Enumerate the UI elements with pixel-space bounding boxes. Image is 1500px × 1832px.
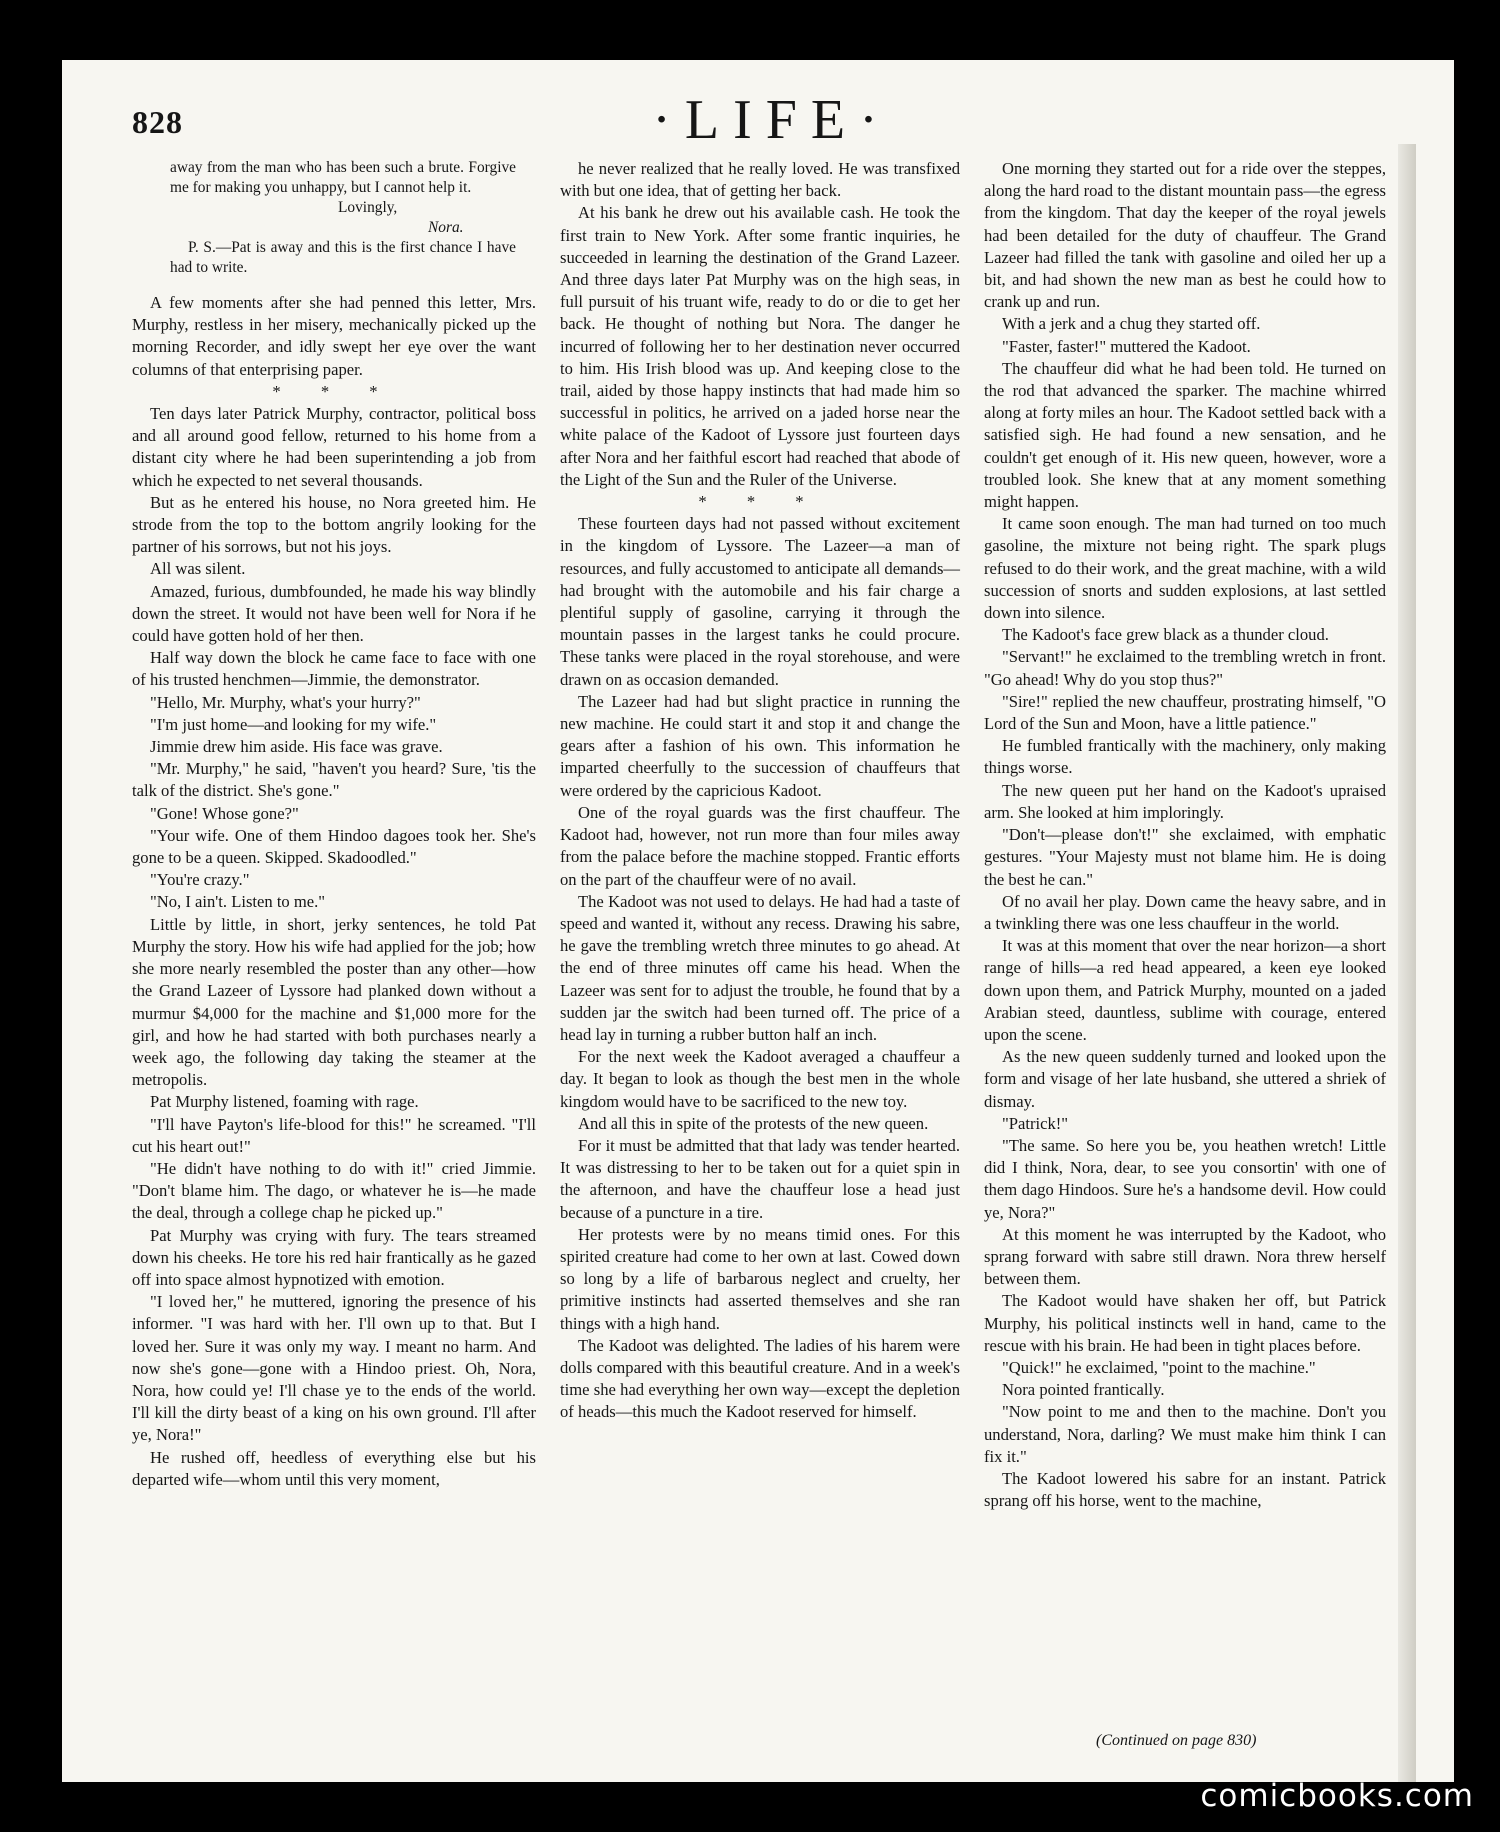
- paragraph: He fumbled frantically with the machinery, only making things worse.: [984, 736, 1386, 778]
- paragraph: "I'll have Payton's life-blood for this!" he screamed. "I'll cut his heart out!": [132, 1114, 536, 1156]
- paragraph: "I'm just home—and looking for my wife.": [150, 714, 437, 734]
- paragraph: Little by little, in short, jerky sentences, he told Pat Murphy the story. How his wife had applied for the job; how she more nearly resembled the poster than any other—how the Grand Lazeer of Lyssore had planked down without a murmur $4,000 for the machine and $1,000 more for the girl, and how he had started with both purchases nearly a week ago, the following day taking the steamer at the metropolis.: [132, 914, 536, 1090]
- paragraph: "Patrick!": [1002, 1113, 1069, 1133]
- paragraph: As the new queen suddenly turned and looked upon the form and visage of her late husband, she uttered a shriek of dismay.: [984, 1047, 1386, 1111]
- magazine-page: [62, 60, 1454, 1782]
- paragraph: he never realized that he really loved. He was transfixed with but one idea, that of getting her back.: [560, 159, 960, 201]
- paragraph: "Mr. Murphy," he said, "haven't you heard? Sure, 'tis the talk of the district. She's gone.": [132, 759, 536, 801]
- paragraph: And all this in spite of the protests of the new queen.: [578, 1113, 929, 1133]
- paragraph: Nora pointed frantically.: [1002, 1380, 1165, 1400]
- section-break: * * *: [698, 492, 822, 512]
- paragraph: A few moments after she had penned this letter, Mrs. Murphy, restless in her misery, mechanically picked up the morning Recorder, and idly swept her eye over the want columns of that enterprising paper.: [132, 293, 536, 379]
- letter-text: away from the man who has been such a brute. Forgive me for making you unhappy, but I cannot help it.: [170, 159, 516, 196]
- paragraph: "Faster, faster!" muttered the Kadoot.: [1002, 336, 1251, 356]
- paragraph: All was silent.: [150, 559, 246, 579]
- column-3-body: [984, 158, 1386, 1512]
- column-1-body: [132, 292, 536, 1491]
- letter-signature: Nora.: [428, 219, 464, 236]
- paragraph: One morning they started out for a ride over the steppes, along the hard road to the distant mountain pass—the egress from the kingdom. That day the keeper of the royal jewels had been detailed for the duty of chauffeur. The Grand Lazeer had filled the tank with gasoline and oiled her up a bit, and had shown the new man as best he could how to crank up and run.: [984, 159, 1386, 312]
- paragraph: "Sire!" replied the new chauffeur, prostrating himself, "O Lord of the Sun and Moon, have a little patience.": [984, 691, 1386, 734]
- paragraph: "No, I ain't. Listen to me.": [150, 892, 326, 912]
- paragraph: Pat Murphy was crying with fury. The tears streamed down his cheeks. He tore his red hair frantically as he gazed off into space almost hypnotized with emotion.: [132, 1225, 536, 1289]
- paragraph: At his bank he drew out his available cash. He took the first train to New York. After some frantic inquiries, he succeeded in learning the destination of the Grand Lazeer. And three days later Pat Murphy was on the high seas, in full pursuit of his truant wife, ready to do or die to get her back. He thought of nothing but Nora. The danger he incurred of following her to her destination never occurred to him. His Irish blood was up. And keeping close to the trail, aided by those happy instincts that had made him so successful in politics, he arrived on a jaded horse near the white palace of the Kadoot of Lyssore just fourteen days after Nora and her faithful escort had reached that abode of the Light of the Sun and the Ruler of the Universe.: [560, 203, 960, 489]
- paragraph: But as he entered his house, no Nora greeted him. He strode from the top to the bottom angrily looking for the partner of his sorrows, but not his joys.: [132, 492, 536, 557]
- letter-closing: Lovingly,: [338, 199, 398, 216]
- paragraph: "You're crazy.": [150, 870, 250, 890]
- masthead-title: ·LIFE·: [652, 89, 892, 151]
- paragraph: "Don't—please don't!" she exclaimed, with emphatic gestures. "Your Majesty must not blame him. He is doing the best he can.": [984, 825, 1386, 889]
- paragraph: It came soon enough. The man had turned on too much gasoline, the mixture not being right. The spark plugs refused to do their work, and the great machine, with a wild succession of snorts and sudden explosions, at last settled down into silence.: [984, 514, 1386, 623]
- paragraph: These fourteen days had not passed without excitement in the kingdom of Lyssore. The Lazeer—a man of resources, and fully accustomed to anticipate all demands—had brought with the automobile and his fair charge a plentiful supply of gasoline, carrying it through the mountain passes in the largest tanks he could procure. These tanks were placed in the royal storehouse, and were drawn on as occasion demanded.: [560, 514, 960, 689]
- paragraph: Amazed, furious, dumbfounded, he made his way blindly down the street. It would not have been well for Nora if he could have gotten hold of her then.: [132, 581, 536, 646]
- column-3: [984, 158, 1386, 1512]
- page-number: 828: [132, 104, 183, 140]
- column-1: [132, 158, 536, 1491]
- page-edge-shadow: [1398, 144, 1416, 1782]
- watermark: comicbooks.com: [1200, 1778, 1474, 1814]
- letter-postscript: P. S.—Pat is away and this is the first chance I have had to write.: [170, 239, 516, 276]
- paragraph: The Lazeer had had but slight practice in running the new machine. He could start it and stop it and change the gears after a fashion of his own. This information he imparted cheerfully to the succession of chauffeurs that were ordered by the capricious Kadoot.: [560, 691, 960, 800]
- paragraph: It was at this moment that over the near horizon—a short range of hills—a red head appeared, a keen eye looked down upon them, and Patrick Murphy, mounted on a jaded Arabian steed, dauntless, sublime with courage, entered upon the scene.: [984, 936, 1386, 1044]
- paragraph: "Now point to me and then to the machine. Don't you understand, Nora, darling? We must make him think I can fix it.": [984, 1402, 1386, 1466]
- paragraph: "The same. So here you be, you heathen wretch! Little did I think, Nora, dear, to see you consortin' with one of them dago Hindoos. Sure he's a handsome devil. How could ye, Nora?": [984, 1135, 1386, 1222]
- paragraph: The Kadoot was delighted. The ladies of his harem were dolls compared with this beautiful creature. And in a week's time she had everything her own way—except the depletion of heads—this much the Kadoot reserved for himself.: [560, 1335, 960, 1422]
- paragraph: The Kadoot would have shaken her off, but Patrick Murphy, his political instincts well in hand, came to the rescue with his brain. He had been in tight places before.: [984, 1291, 1386, 1355]
- continued-note: (Continued on page 830): [1096, 1732, 1257, 1749]
- paragraph: The chauffeur did what he had been told. He turned on the rod that advanced the sparker. The machine whirred along at forty miles an hour. The Kadoot settled back with a satisfied sigh. He had found a new sensation, and he couldn't get enough of it. His new queen, however, wore a troubled look. She knew that at any moment something might happen.: [984, 358, 1386, 512]
- paragraph: Jimmie drew him aside. His face was grave.: [150, 737, 443, 757]
- paragraph: For it must be admitted that that lady was tender hearted. It was distressing to her to be taken out for a quiet spin in the afternoon, and have the chauffeur lose a head just because of a puncture in a tire.: [560, 1135, 960, 1222]
- section-break: * * *: [272, 381, 396, 401]
- paragraph: With a jerk and a chug they started off.: [1002, 314, 1261, 334]
- paragraph: He rushed off, heedless of everything else but his departed wife—whom until this very moment,: [132, 1447, 536, 1489]
- column-2-body: [560, 158, 960, 1424]
- paragraph: "Gone! Whose gone?": [150, 803, 299, 823]
- paragraph: "Hello, Mr. Murphy, what's your hurry?": [150, 692, 421, 712]
- paragraph: "Your wife. One of them Hindoo dagoes took her. She's gone to be a queen. Skipped. Skadoodled.": [132, 825, 536, 868]
- paragraph: Pat Murphy listened, foaming with rage.: [150, 1092, 419, 1112]
- paragraph: The Kadoot was not used to delays. He had had a taste of speed and wanted it, without any recess. Drawing his sabre, he gave the trembling wretch three minutes to go ahead. At the end of three minutes off came his head. When the Lazeer was sent for to adjust the trouble, he found that by a sudden jar the switch had been turned off. The price of a head lay in turning a rubber button half an inch.: [560, 891, 960, 1044]
- paragraph: "I loved her," he muttered, ignoring the presence of his informer. "I was hard with her. I'll own up to that. But I loved her. Sure it was only my way. I meant no harm. And now she's gone—gone with a Hindoo priest. Oh, Nora, Nora, how could ye! I'll chase ye to the ends of the world. I'll kill the dirty beast of a king on his own ground. I'll after ye, Nora!": [132, 1292, 536, 1445]
- column-2: [560, 158, 960, 1424]
- paragraph: "He didn't have nothing to do with it!" cried Jimmie. "Don't blame him. The dago, or whatever he is—he made the deal, through a college chap he picked up.": [132, 1158, 536, 1223]
- paragraph: The new queen put her hand on the Kadoot's upraised arm. She looked at him imploringly.: [984, 780, 1386, 822]
- letter-block: [132, 158, 536, 278]
- paragraph: The Kadoot lowered his sabre for an instant. Patrick sprang off his horse, went to the machine,: [984, 1468, 1386, 1511]
- paragraph: "Servant!" he exclaimed to the trembling wretch in front. "Go ahead! Why do you stop thus?": [984, 647, 1386, 689]
- paragraph: At this moment he was interrupted by the Kadoot, who sprang forward with sabre still drawn. Nora threw herself between them.: [984, 1224, 1386, 1289]
- paragraph: The Kadoot's face grew black as a thunder cloud.: [1002, 625, 1329, 645]
- paragraph: For the next week the Kadoot averaged a chauffeur a day. It began to look as though the best men in the whole kingdom would have to be sacrificed to the new toy.: [560, 1047, 960, 1111]
- paragraph: One of the royal guards was the first chauffeur. The Kadoot had, however, not run more than four miles away from the palace before the machine stopped. Frantic efforts on the part of the chauffeur were of no avail.: [560, 802, 960, 889]
- paragraph: "Quick!" he exclaimed, "point to the machine.": [1002, 1357, 1316, 1377]
- paragraph: Half way down the block he came face to face with one of his trusted henchmen—Jimmie, the demonstrator.: [132, 648, 536, 690]
- paragraph: Ten days later Patrick Murphy, contractor, political boss and all around good fellow, returned to his home from a distant city where he had been superintending a job from which he expected to net several thousands.: [132, 404, 536, 490]
- paragraph: Of no avail her play. Down came the heavy sabre, and in a twinkling there was one less chauffeur in the world.: [984, 891, 1386, 933]
- paragraph: Her protests were by no means timid ones. For this spirited creature had come to her own at last. Cowed down so long by a life of barbarous neglect and cruelty, her primitive instincts had asserted themselves and she ran things with a high hand.: [560, 1224, 960, 1333]
